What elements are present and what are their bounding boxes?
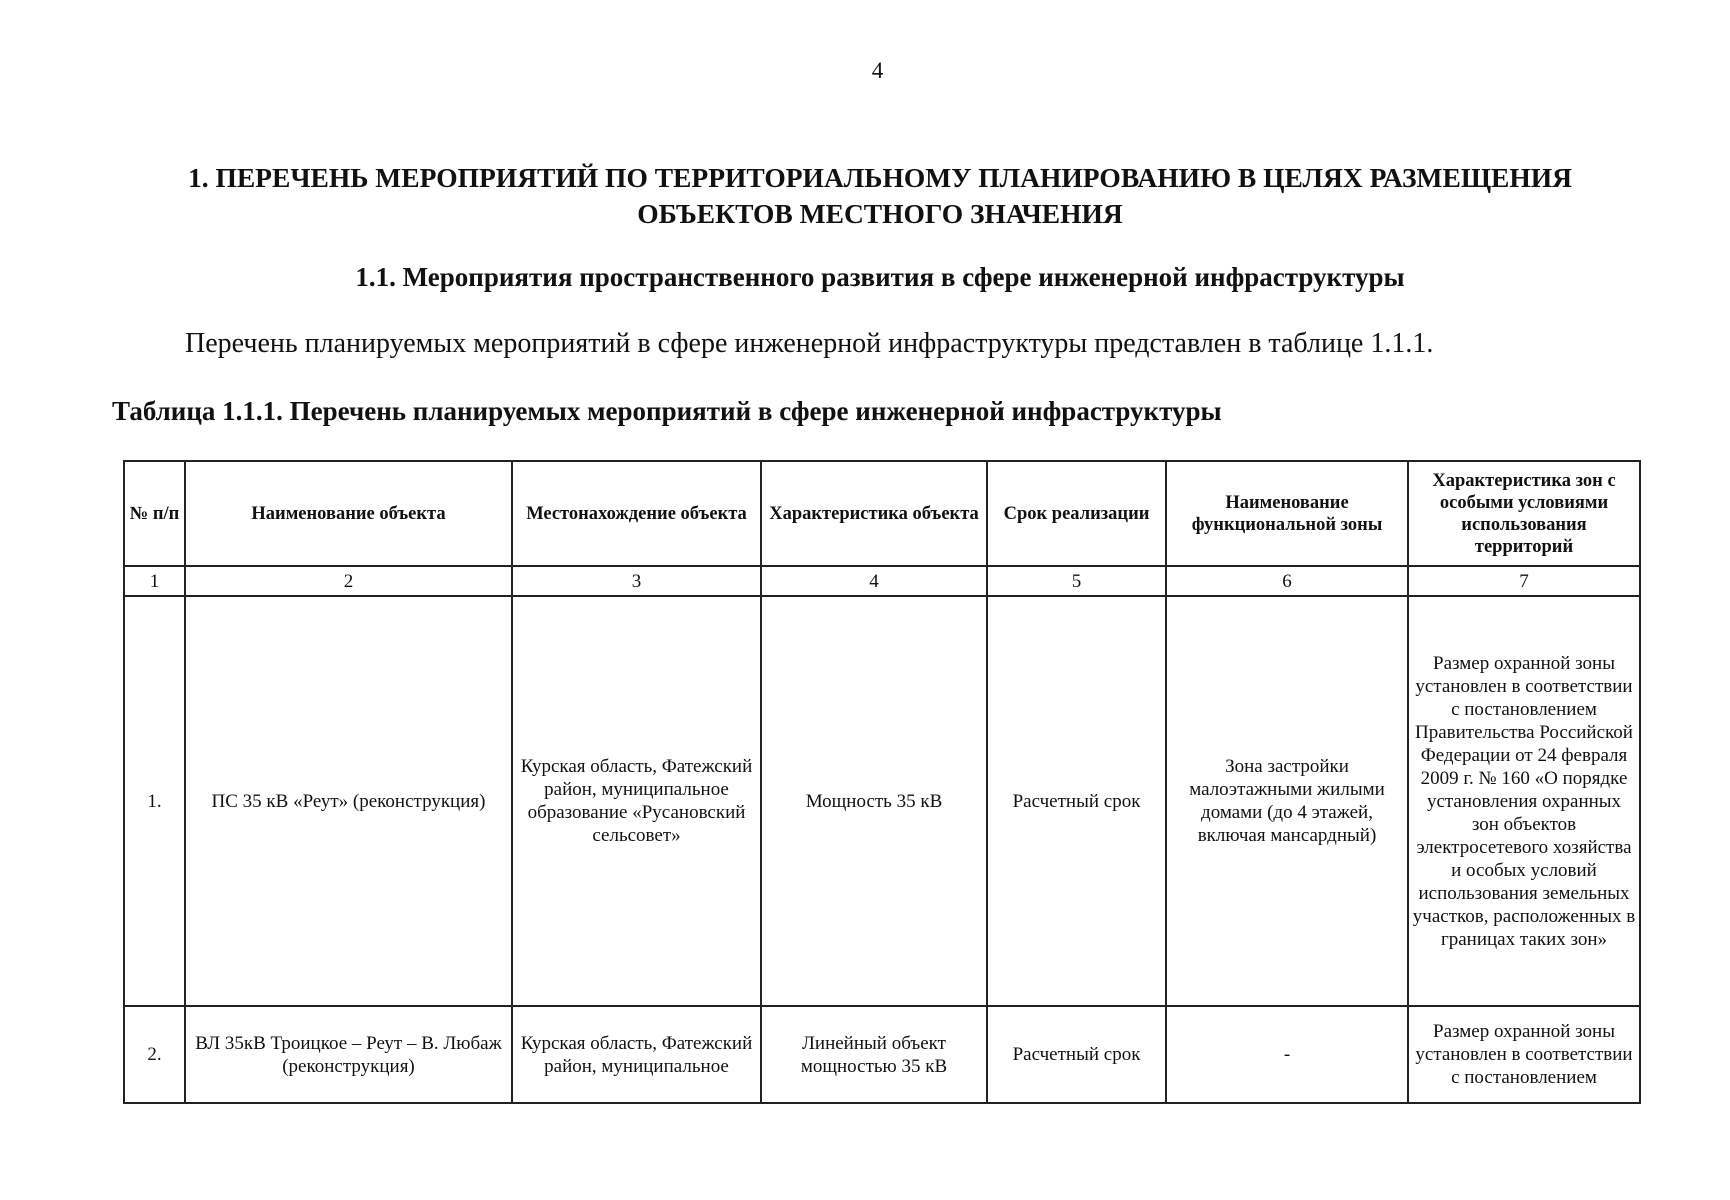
header-cell: Характеристика зон с особыми условиями использования территорий (1408, 461, 1640, 566)
header-cell: Характеристика объекта (761, 461, 987, 566)
column-number-cell: 4 (761, 566, 987, 596)
column-number-cell: 3 (512, 566, 761, 596)
section-heading-line1: 1. ПЕРЕЧЕНЬ МЕРОПРИЯТИЙ ПО ТЕРРИТОРИАЛЬНОМУ ПЛАНИРОВАНИЮ В ЦЕЛЯХ РАЗМЕЩЕНИЯ (187, 162, 1573, 193)
subsection-heading: 1.1. Мероприятия пространственного развития в сфере инженерной инфраструктуры (355, 262, 1405, 292)
special-zone-cell: Размер охранной зоны установлен в соответствии с постановлением (1408, 1006, 1640, 1103)
row-number-cell: 1. (124, 596, 185, 1006)
table-caption: Таблица 1.1.1. Перечень планируемых мероприятий в сфере инженерной инфраструктуры (112, 396, 1222, 426)
column-number-cell: 6 (1166, 566, 1408, 596)
column-number-cell: 1 (124, 566, 185, 596)
table-row (124, 1006, 1640, 1103)
functional-zone-cell: - (1166, 1006, 1408, 1103)
section-heading (100, 160, 1660, 232)
location-cell: Курская область, Фатежский район, муниципальное образование «Русановский сельсовет» (512, 596, 761, 1006)
header-cell: № п/п (124, 461, 185, 566)
term-cell: Расчетный срок (987, 1006, 1166, 1103)
column-number-cell: 7 (1408, 566, 1640, 596)
column-number-cell: 2 (185, 566, 512, 596)
special-zone-cell: Размер охранной зоны установлен в соответствии с постановлением Правительства Российской Федерации от 24 февраля 2009 г. № 160 «О порядке установления охранных зон объектов электросетевого хозяйства и особых условий использования земельных участков, расположенных в границах таких зон» (1408, 596, 1640, 1006)
header-cell: Наименование функциональной зоны (1166, 461, 1408, 566)
location-cell: Курская область, Фатежский район, муниципальное (512, 1006, 761, 1103)
object-name-cell: ПС 35 кВ «Реут» (реконструкция) (185, 596, 512, 1006)
object-name-cell: ВЛ 35кВ Троицкое – Реут – В. Любаж (реконструкция) (185, 1006, 512, 1103)
functional-zone-cell: Зона застройки малоэтажными жилыми домами (до 4 этажей, включая мансардный) (1166, 596, 1408, 1006)
section-heading-line2: ОБЪЕКТОВ МЕСТНОГО ЗНАЧЕНИЯ (637, 198, 1123, 229)
header-cell: Местонахождение объекта (512, 461, 761, 566)
table-row (124, 596, 1640, 1006)
infrastructure-table (123, 460, 1641, 1104)
row-number-cell: 2. (124, 1006, 185, 1103)
header-cell: Наименование объекта (185, 461, 512, 566)
page-number: 4 (871, 58, 884, 83)
characteristic-cell: Линейный объект мощностью 35 кВ (761, 1006, 987, 1103)
column-number-row (124, 566, 1640, 596)
term-cell: Расчетный срок (987, 596, 1166, 1006)
characteristic-cell: Мощность 35 кВ (761, 596, 987, 1006)
header-cell: Срок реализации (987, 461, 1166, 566)
column-number-cell: 5 (987, 566, 1166, 596)
intro-paragraph: Перечень планируемых мероприятий в сфере инженерной инфраструктуры представлен в таблице 1.1.1. (185, 328, 1434, 359)
table-header-row (124, 461, 1640, 566)
